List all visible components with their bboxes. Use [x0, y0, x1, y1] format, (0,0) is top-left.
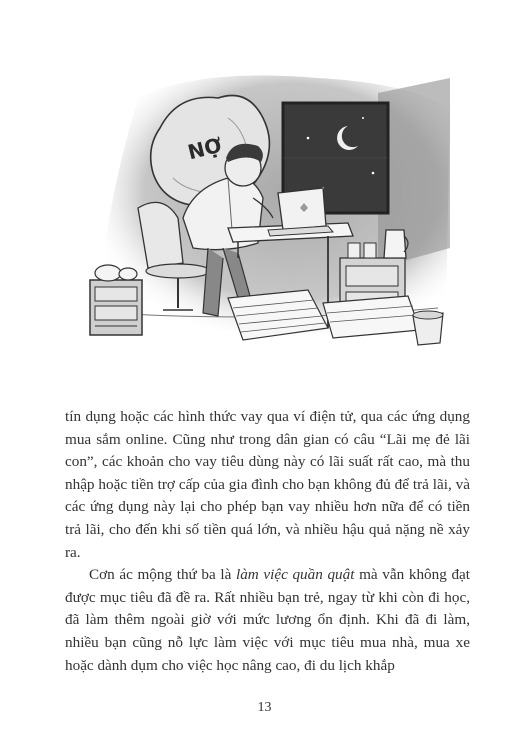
paragraph-text: mà vẫn không đạt được mục tiêu đã đề ra. Rất nhiều bạn trẻ, ngay từ khi còn đi học, đã làm thêm ngoài giờ với mức lương ổn định. Khi đã đi làm, nhiều bạn cũng nỗ lực làm việc với mục tiêu mua nhà, mua xe hoặc dành dụm cho việc học nâng cao, đi du lịch khắp [65, 566, 470, 674]
paragraph-text: tín dụng hoặc các hình thức vay qua ví điện tử, qua các ứng dụng mua sắm online. Cũng như trong dân gian có câu “Lãi mẹ đẻ lãi con”, các khoản cho vay tiêu dùng này có lãi suất rất cao, mà thu nhập hoặc tiền trợ cấp của gia đình cho bạn không đủ để trả lãi, và các ứng dụng này lại cho phép bạn vay nhiều hơn nữa để có tiền trả lãi, cho đến khi số tiền quá lớn, và nhiều hậu quả nặng nề xảy ra. [65, 408, 470, 561]
drawer-cabinet [90, 265, 142, 335]
kettle-icon [384, 230, 406, 258]
piggy-bank-icon [95, 265, 121, 281]
paragraph [65, 564, 470, 677]
emphasized-text: làm việc quần quật [235, 566, 355, 584]
page-number: 13 [257, 700, 272, 715]
paragraph [65, 406, 470, 564]
paragraph-text: Cơn ác mộng thứ ba là [89, 566, 236, 584]
debt-illustration [78, 58, 458, 358]
boulder-label: NỢ [185, 132, 225, 165]
bucket-icon [413, 311, 443, 345]
body-text [65, 406, 470, 677]
